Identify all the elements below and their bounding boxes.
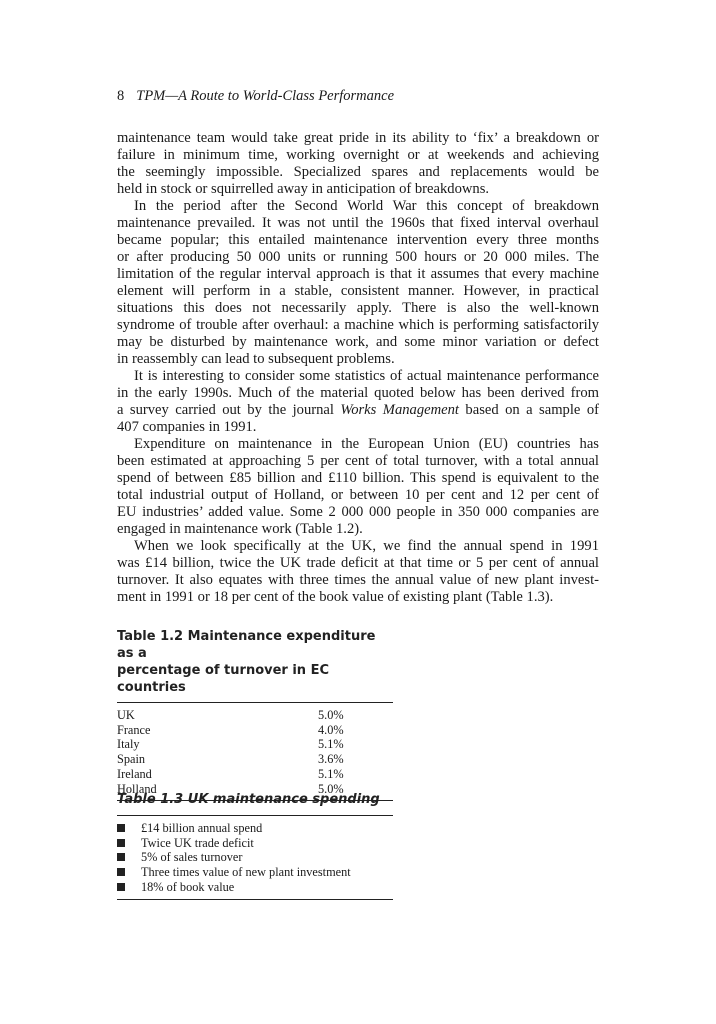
text-line: maintenance team would take great pride in its ability to ‘fix’ a breakdown or bbox=[117, 130, 599, 146]
list-item-text: Twice UK trade deficit bbox=[141, 835, 254, 850]
table-row bbox=[117, 723, 393, 738]
percentage-cell: 5.1% bbox=[318, 737, 344, 752]
square-bullet-icon bbox=[117, 839, 125, 847]
square-bullet-icon bbox=[117, 853, 125, 861]
body-text bbox=[117, 130, 599, 606]
table-rows bbox=[117, 816, 393, 899]
country-cell: UK bbox=[117, 708, 135, 722]
text-line: maintenance prevailed. It was not until the 1960s that fixed interval overhaul bbox=[117, 215, 599, 231]
text-line: limitation of the regular interval approach is that it assumes that every machine bbox=[117, 266, 599, 282]
text-line: It is interesting to consider some statistics of actual maintenance performance bbox=[134, 368, 599, 384]
list-item bbox=[117, 821, 393, 836]
list-item-text: £14 billion annual spend bbox=[141, 821, 263, 835]
square-bullet-icon bbox=[117, 824, 125, 832]
text-line: syndrome of trouble after overhaul: a machine which is performing satisfactorily bbox=[117, 317, 599, 333]
table-caption: Table 1.3 UK maintenance spending bbox=[117, 792, 380, 807]
text-line: became popular; this entailed maintenance intervention every three months bbox=[117, 232, 599, 248]
table-row bbox=[117, 737, 393, 752]
list-item-text: Three times value of new plant investment bbox=[141, 865, 351, 880]
text-line: In the period after the Second World War this concept of breakdown bbox=[134, 198, 599, 214]
square-bullet-icon bbox=[117, 868, 125, 876]
list-item bbox=[117, 865, 393, 880]
table-rule bbox=[117, 899, 393, 900]
text-line: may be disturbed by maintenance work, and some minor variation or defect bbox=[117, 334, 599, 350]
table-row bbox=[117, 708, 393, 723]
table-row bbox=[117, 752, 393, 767]
text-line: was £14 billion, twice the UK trade deficit at that time or 5 per cent of annual bbox=[117, 555, 599, 571]
country-cell: Spain bbox=[117, 752, 146, 767]
list-item bbox=[117, 836, 393, 851]
text-line: EU industries’ added value. Some 2 000 000 people in 350 000 companies are bbox=[117, 504, 599, 520]
table-1-2 bbox=[117, 628, 393, 801]
text-line: engaged in maintenance work (Table 1.2). bbox=[117, 521, 363, 537]
paragraph bbox=[117, 198, 599, 368]
text-line: 407 companies in 1991. bbox=[117, 419, 257, 435]
table-rows bbox=[117, 703, 393, 800]
list-item-text: 18% of book value bbox=[141, 879, 235, 894]
country-cell: Italy bbox=[117, 737, 140, 752]
text-line: in reassembly can lead to subsequent problems. bbox=[117, 351, 395, 367]
percentage-cell: 4.0% bbox=[318, 722, 344, 737]
text-line: turnover. It also equates with three times the annual value of new plant invest- bbox=[117, 572, 599, 588]
list-item bbox=[117, 850, 393, 865]
text-line: total industrial output of Holland, or between 10 per cent and 12 per cent of bbox=[117, 487, 599, 503]
country-cell: Holland bbox=[117, 781, 157, 796]
text-line: ment in 1991 or 18 per cent of the book value of existing plant (Table 1.3). bbox=[117, 589, 554, 605]
text-line: been estimated at approaching 5 per cent of total turnover, with a total annual bbox=[117, 453, 599, 469]
country-cell: Ireland bbox=[117, 766, 152, 781]
text-line: held in stock or squirrelled away in anticipation of breakdowns. bbox=[117, 181, 490, 197]
table-1-3 bbox=[117, 791, 393, 900]
paragraph bbox=[117, 368, 599, 436]
text-line: spend of between £85 billion and £110 billion. This spend is equivalent to the bbox=[117, 470, 599, 486]
text-line: failure in minimum time, working overnight or at weekends and achieving bbox=[117, 147, 599, 163]
percentage-cell: 3.6% bbox=[318, 752, 344, 767]
paragraph bbox=[117, 538, 599, 606]
paragraph bbox=[117, 436, 599, 538]
text-line: element will perform in a stable, consistent manner. However, in practical bbox=[117, 283, 599, 299]
text-line: a survey carried out by the journal Works Management based on a sample of bbox=[117, 402, 599, 418]
list-item-text: 5% of sales turnover bbox=[141, 850, 243, 865]
table-caption: percentage of turnover in EC countries bbox=[117, 663, 330, 695]
running-title: TPM—A Route to World-Class Performance bbox=[136, 88, 395, 104]
running-header bbox=[117, 88, 394, 105]
table-row bbox=[117, 767, 393, 782]
text-line: When we look specifically at the UK, we find the annual spend in 1991 bbox=[134, 538, 599, 554]
text-line: in the early 1990s. Much of the material quoted below has been derived from bbox=[117, 385, 599, 401]
text-line: Expenditure on maintenance in the European Union (EU) countries has bbox=[134, 436, 599, 452]
text-line: the seemingly impossible. Specialized spares and replacements would be bbox=[117, 164, 599, 180]
percentage-cell: 5.0% bbox=[318, 708, 344, 722]
list-item bbox=[117, 880, 393, 895]
percentage-cell: 5.1% bbox=[318, 766, 344, 781]
paragraph bbox=[117, 130, 599, 198]
percentage-cell: 5.0% bbox=[318, 781, 344, 796]
page-number: 8 bbox=[117, 88, 125, 104]
text-line: situations this does not necessarily apply. There is also the well-known bbox=[117, 300, 599, 316]
country-cell: France bbox=[117, 722, 151, 737]
table-caption: Table 1.2 Maintenance expenditure as a bbox=[117, 629, 376, 661]
square-bullet-icon bbox=[117, 883, 125, 891]
text-line: or after producing 50 000 units or running 500 hours or 20 000 miles. The bbox=[117, 249, 599, 265]
